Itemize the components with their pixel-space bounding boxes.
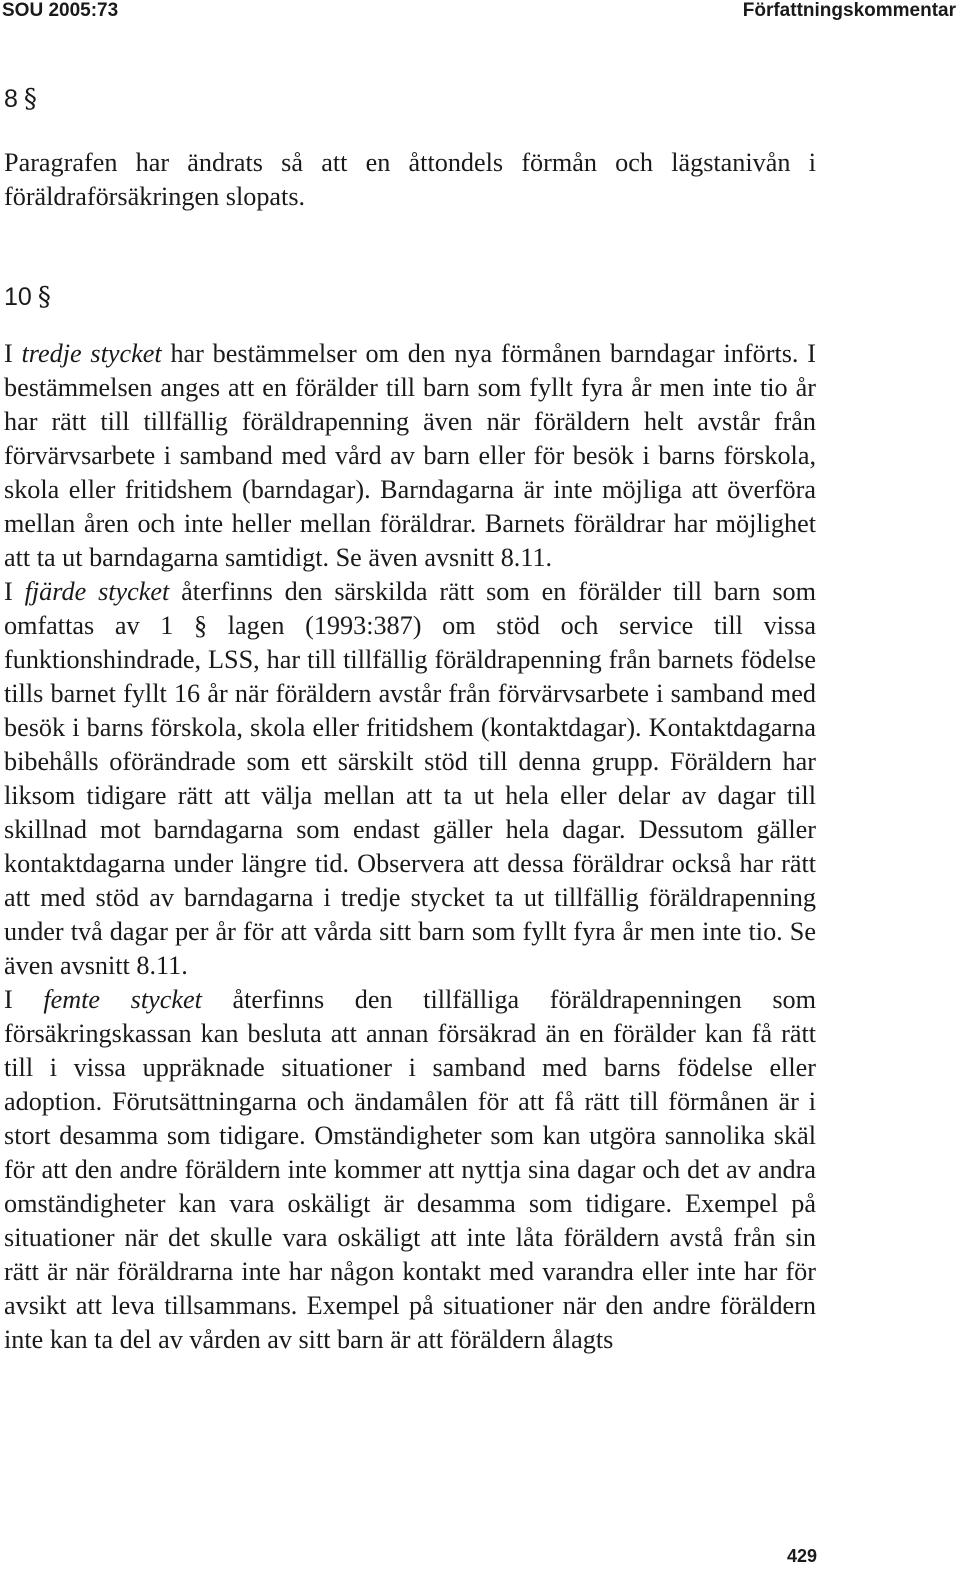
paragraph-emphasis: fjärde stycket bbox=[24, 577, 170, 606]
section-sign: § bbox=[23, 84, 37, 114]
paragraph bbox=[4, 983, 816, 1357]
paragraph-emphasis: femte stycket bbox=[43, 985, 202, 1014]
paragraph-lead: I bbox=[4, 339, 22, 368]
section-number: 8 bbox=[4, 85, 18, 113]
paragraph bbox=[4, 337, 816, 575]
paragraph-text: återfinns den tillfälliga föräldrapenningen som försäkringskassan kan besluta att annan försäkrad än en förälder kan få rätt till i vissa uppräknade situationer i samband med barns födelse eller adoption. Förutsättningarna och ändamålen för att få rätt till förmånen är i stort desamma som tidigare. Omständigheter som kan utgöra sannolika skäl för att den andre föräldern inte kommer att nyttja sina dagar och det av andra omständigheter kan vara oskäligt är desamma som tidigare. Exempel på situationer när det skulle vara oskäligt att inte låta föräldern avstå från sin rätt är när föräldrarna inte har någon kontakt med varandra eller inte har för avsikt att leva tillsammans. Exempel på situationer när den andre föräldern inte kan ta del av vården av sitt barn är att föräldern ålagts bbox=[4, 985, 816, 1354]
paragraph-lead: I bbox=[4, 985, 44, 1014]
section-number: 10 bbox=[4, 283, 32, 311]
section-sign: § bbox=[37, 282, 51, 312]
paragraph-lead: I bbox=[4, 577, 25, 606]
section-heading-10 bbox=[4, 282, 51, 312]
section-8-body bbox=[4, 146, 816, 214]
page-number: 429 bbox=[786, 1546, 817, 1566]
running-header bbox=[0, 0, 960, 24]
report-id: SOU 2005:73 bbox=[2, 0, 119, 21]
paragraph bbox=[4, 575, 816, 983]
paragraph-text: återfinns den särskilda rätt som en förälder till barn som omfattas av 1 § lagen (1993:387) om stöd och service till vissa funktionshindrade, LSS, har till tillfällig föräldrapenning från barnets födelse tills barnet fyllt 16 år när föräldern avstår från förvärvsarbete i samband med besök i barns förskola, skola eller fritidshem (kontaktdagar). Kontaktdagarna bibehålls oförändrade som ett särskilt stöd till denna grupp. Föräldern har liksom tidigare rätt att välja mellan att ta ut hela eller delar av dagar till skillnad mot barndagarna som endast gäller hela dagar. Dessutom gäller kontaktdagarna under längre tid. Observera att dessa föräldrar också har rätt att med stöd av barndagarna i tredje stycket ta ut tillfällig föräldrapenning under två dagar per år för att vårda sitt barn som fyllt fyra år men inte tio. Se även avsnitt 8.11. bbox=[4, 577, 816, 980]
paragraph-text: har bestämmelser om den nya förmånen barndagar införts. I bestämmelsen anges att en förälder till barn som fyllt fyra år men inte tio år har rätt till tillfällig föräldrapenning även när föräldern helt avstår från förvärvsarbete i samband med vård av barn eller för besök i barns förskola, skola eller fritidshem (barndagar). Barndagarna är inte möjliga att överföra mellan åren och inte heller mellan föräldrar. Barnets föräldrar har möjlighet att ta ut barndagarna samtidigt. Se även avsnitt 8.11. bbox=[4, 339, 816, 572]
section-title: Författningskommentar bbox=[742, 0, 956, 21]
section-10-body bbox=[4, 337, 816, 1357]
paragraph: Paragrafen har ändrats så att en åttondels förmån och lägstanivån i föräldraförsäkringen slopats. bbox=[4, 148, 816, 211]
section-heading-8 bbox=[4, 84, 37, 114]
paragraph-emphasis: tredje stycket bbox=[21, 339, 162, 368]
